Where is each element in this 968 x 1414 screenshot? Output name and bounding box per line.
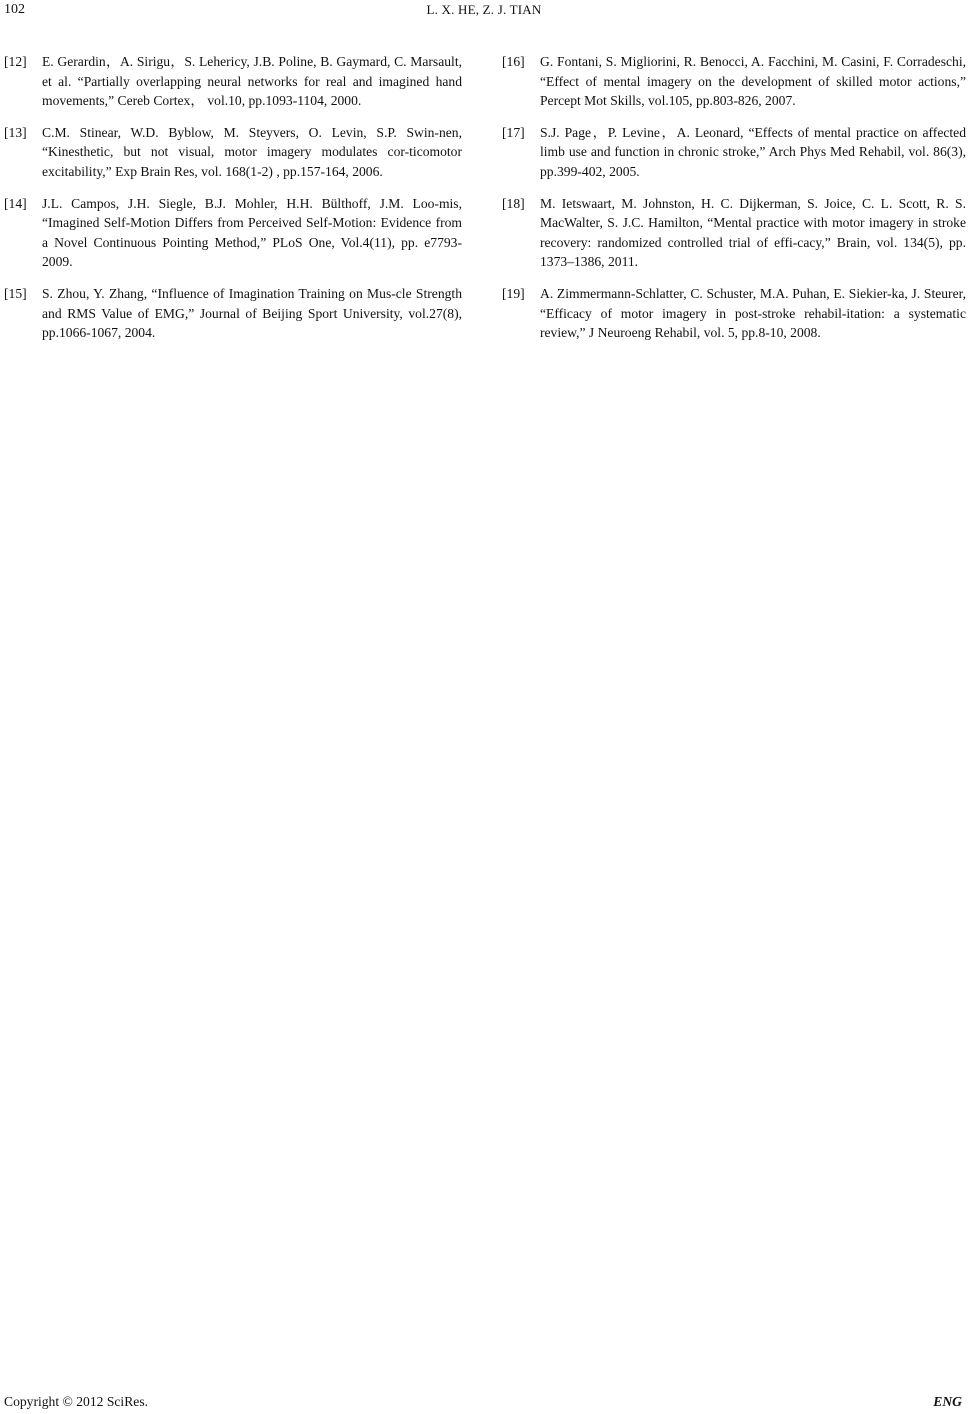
- reference-item: [4, 194, 462, 272]
- reference-number: [17]: [502, 124, 525, 140]
- reference-number: [16]: [502, 54, 525, 69]
- reference-item: [4, 52, 462, 111]
- reference-number: [13]: [4, 124, 27, 140]
- reference-text: S. Zhou, Y. Zhang, “Influence of Imagination Training on Mus-cle Strength and RMS Value of EMG,” Journal of Beijing Sport University, vol.27(8), pp.1066-1067, 2004.: [42, 285, 462, 341]
- page-number: 102: [4, 2, 25, 17]
- reference-item: [502, 194, 966, 272]
- reference-text: G. Fontani, S. Migliorini, R. Benocci, A. Facchini, M. Casini, F. Corradeschi, “Effect of mental imagery on the development of skilled motor actions,” Percept Mot Skills, vol.105, pp.803-826, 2007.: [540, 54, 966, 109]
- reference-item: [502, 123, 966, 182]
- reference-item: [4, 123, 462, 182]
- reference-item: [502, 284, 966, 343]
- copyright-notice: Copyright © 2012 SciRes.: [4, 1394, 149, 1409]
- journal-abbreviation: ENG: [933, 1394, 962, 1409]
- reference-number: [14]: [4, 195, 27, 211]
- reference-item: [4, 284, 462, 343]
- reference-text: C.M. Stinear, W.D. Byblow, M. Steyvers, O. Levin, S.P. Swin-nen, “Kinesthetic, but not visual, motor imagery modulates cor-ticomotor excitability,” Exp Brain Res, vol. 168(1-2) , pp.157-164, 2006.: [42, 124, 462, 179]
- references-left-column: [4, 52, 462, 355]
- reference-number: [18]: [502, 195, 525, 211]
- references-right-column: [502, 52, 966, 355]
- reference-text: S.J. Page，P. Levine，A. Leonard, “Effects of mental practice on affected limb use and function in chronic stroke,” Arch Phys Med Rehabil, vol. 86(3), pp.399-402, 2005.: [540, 124, 966, 179]
- reference-number: [12]: [4, 54, 27, 69]
- reference-text: M. Ietswaart, M. Johnston, H. C. Dijkerman, S. Joice, C. L. Scott, R. S. MacWalter, S. J.C. Hamilton, “Mental practice with motor imagery in stroke recovery: randomized controlled trial of effi-cacy,” Brain, vol. 134(5), pp. 1373–1386, 2011.: [540, 195, 966, 270]
- reference-number: [15]: [4, 285, 27, 301]
- reference-item: [502, 52, 966, 111]
- running-head: L. X. HE, Z. J. TIAN: [426, 2, 542, 17]
- reference-text: A. Zimmermann-Schlatter, C. Schuster, M.A. Puhan, E. Siekier-ka, J. Steurer, “Efficacy of motor imagery in post-stroke rehabil-itation: a systematic review,” J Neuroeng Rehabil, vol. 5, pp.8-10, 2008.: [540, 285, 966, 341]
- reference-text: E. Gerardin，A. Sirigu，S. Lehericy, J.B. Poline, B. Gaymard, C. Marsault, et al. “Partially overlapping neural networks for real and imagined hand movements,” Cereb Cortex， vol.10, pp.1093-1104, 2000.: [42, 54, 462, 109]
- reference-number: [19]: [502, 285, 525, 301]
- reference-text: J.L. Campos, J.H. Siegle, B.J. Mohler, H.H. Bülthoff, J.M. Loo-mis, “Imagined Self-Motion Differs from Perceived Self-Motion: Evidence from a Novel Continuous Pointing Method,” PLoS One, Vol.4(11), pp. e7793-2009.: [42, 195, 462, 270]
